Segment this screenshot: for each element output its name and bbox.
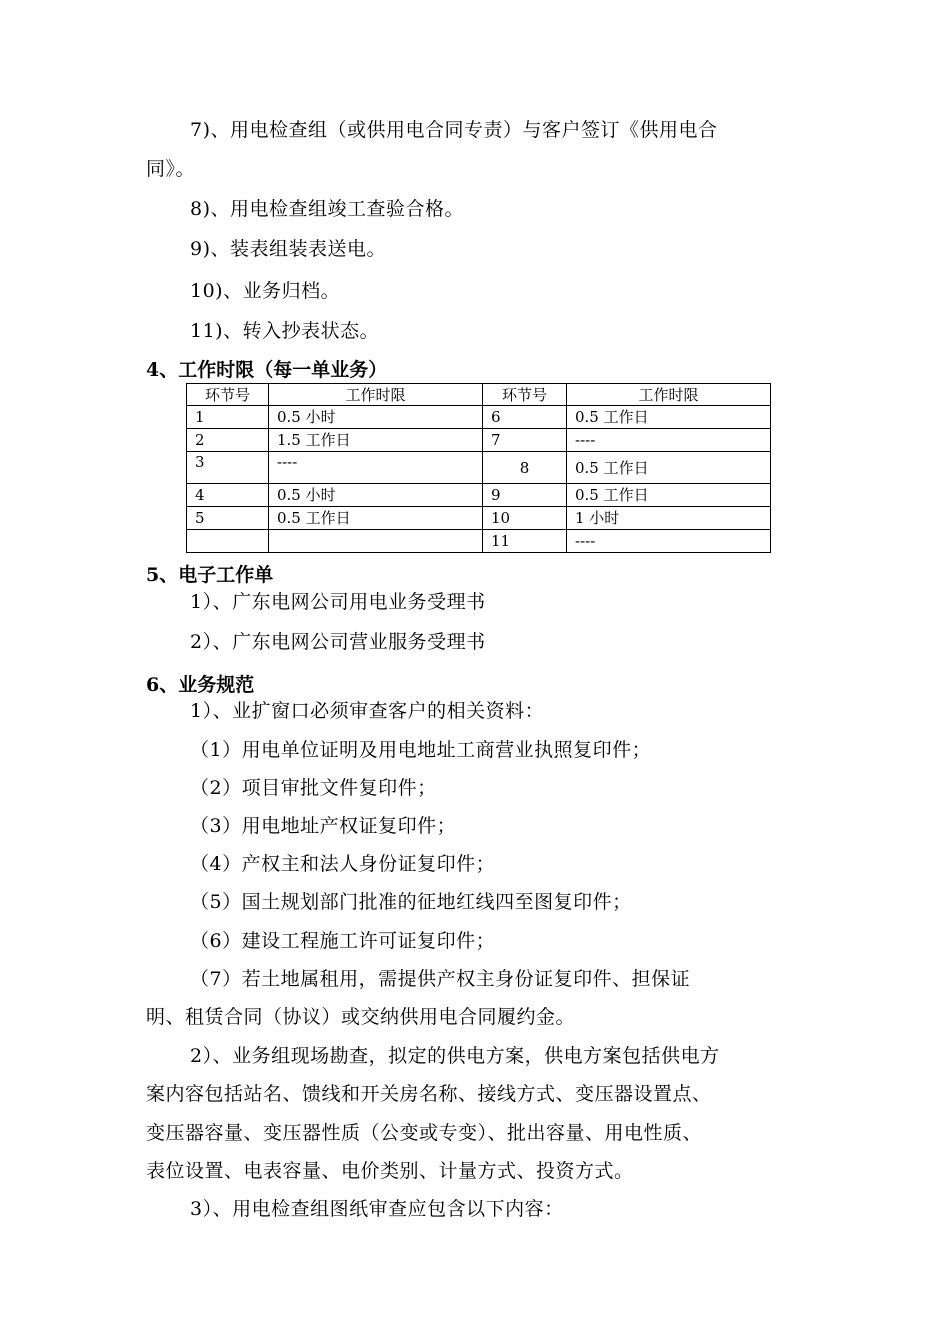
table-cell: 2: [187, 429, 269, 452]
spec-line: （1）用电单位证明及用电地址工商营业执照复印件；: [190, 739, 652, 761]
work-order-item: 1）、广东电网公司用电业务受理书: [190, 591, 486, 613]
table-header-row: [187, 384, 771, 406]
table-cell: ----: [269, 452, 483, 484]
table-cell: 8: [483, 452, 567, 484]
section-6-heading: 6、业务规范: [146, 674, 255, 696]
header-step-no: 环节号: [187, 384, 269, 406]
table-cell: 10: [483, 507, 567, 530]
step-7-line1: 7)、用电检查组（或供用电合同专责）与客户签订《供用电合: [190, 119, 718, 141]
step-8: 8)、用电检查组竣工查验合格。: [190, 198, 465, 220]
table-cell: 7: [483, 429, 567, 452]
spec-line: （2）项目审批文件复印件；: [190, 777, 437, 799]
section-5-heading: 5、电子工作单: [146, 564, 274, 586]
section-4-heading: 4、工作时限（每一单业务）: [146, 359, 388, 381]
spec-line: 变压器容量、变压器性质（公变或专变）、批出容量、用电性质、: [146, 1122, 703, 1144]
table-cell: 0.5 小时: [269, 406, 483, 429]
table-cell: 1 小时: [567, 507, 771, 530]
table-row: [187, 406, 771, 429]
table-cell: 5: [187, 507, 269, 530]
spec-line: （5）国土规划部门批准的征地红线四至图复印件；: [190, 891, 632, 913]
table-cell: ----: [567, 530, 771, 553]
header-step-no: 环节号: [483, 384, 567, 406]
spec-line: （7）若土地属租用，需提供产权主身份证复印件、担保证: [190, 968, 691, 990]
table-row: [187, 484, 771, 507]
spec-line: 1）、业扩窗口必须审查客户的相关资料：: [190, 700, 545, 722]
table-cell: [269, 530, 483, 553]
table-cell: 3: [187, 452, 269, 484]
table-row: [187, 507, 771, 530]
work-time-limit-table: [186, 383, 771, 553]
step-10: 10)、业务归档。: [190, 280, 341, 302]
table-cell: ----: [567, 429, 771, 452]
work-order-item: 2）、广东电网公司营业服务受理书: [190, 631, 486, 653]
table-cell: 9: [483, 484, 567, 507]
table-cell: 11: [483, 530, 567, 553]
spec-line: （4）产权主和法人身份证复印件；: [190, 853, 496, 875]
table-cell: 1.5 工作日: [269, 429, 483, 452]
table-cell: 0.5 工作日: [269, 507, 483, 530]
table-cell: [187, 530, 269, 553]
table-cell: 0.5 工作日: [567, 484, 771, 507]
spec-line: 表位设置、电表容量、电价类别、计量方式、投资方式。: [146, 1160, 634, 1182]
table-row: [187, 452, 771, 484]
table-cell: 0.5 工作日: [567, 406, 771, 429]
table-row: [187, 530, 771, 553]
table-cell: 0.5 小时: [269, 484, 483, 507]
spec-line: 2）、业务组现场勘查，拟定的供电方案，供电方案包括供电方: [190, 1045, 720, 1067]
table-cell: 0.5 工作日: [567, 452, 771, 484]
spec-line: 案内容包括站名、馈线和开关房名称、接线方式、变压器设置点、: [146, 1083, 712, 1105]
spec-line: （3）用电地址产权证复印件；: [190, 815, 457, 837]
table-cell: 6: [483, 406, 567, 429]
step-7-line2: 同》。: [146, 158, 196, 180]
table-cell: 1: [187, 406, 269, 429]
spec-line: 3）、用电检查组图纸审查应包含以下内容：: [190, 1198, 564, 1220]
header-time-limit: 工作时限: [269, 384, 483, 406]
table-cell: 4: [187, 484, 269, 507]
spec-line: （6）建设工程施工许可证复印件；: [190, 930, 496, 952]
step-9: 9)、装表组装表送电。: [190, 238, 387, 260]
header-time-limit: 工作时限: [567, 384, 771, 406]
table-row: [187, 429, 771, 452]
spec-line: 明、租赁合同（协议）或交纳供用电合同履约金。: [146, 1006, 576, 1028]
step-11: 11)、转入抄表状态。: [190, 320, 380, 342]
